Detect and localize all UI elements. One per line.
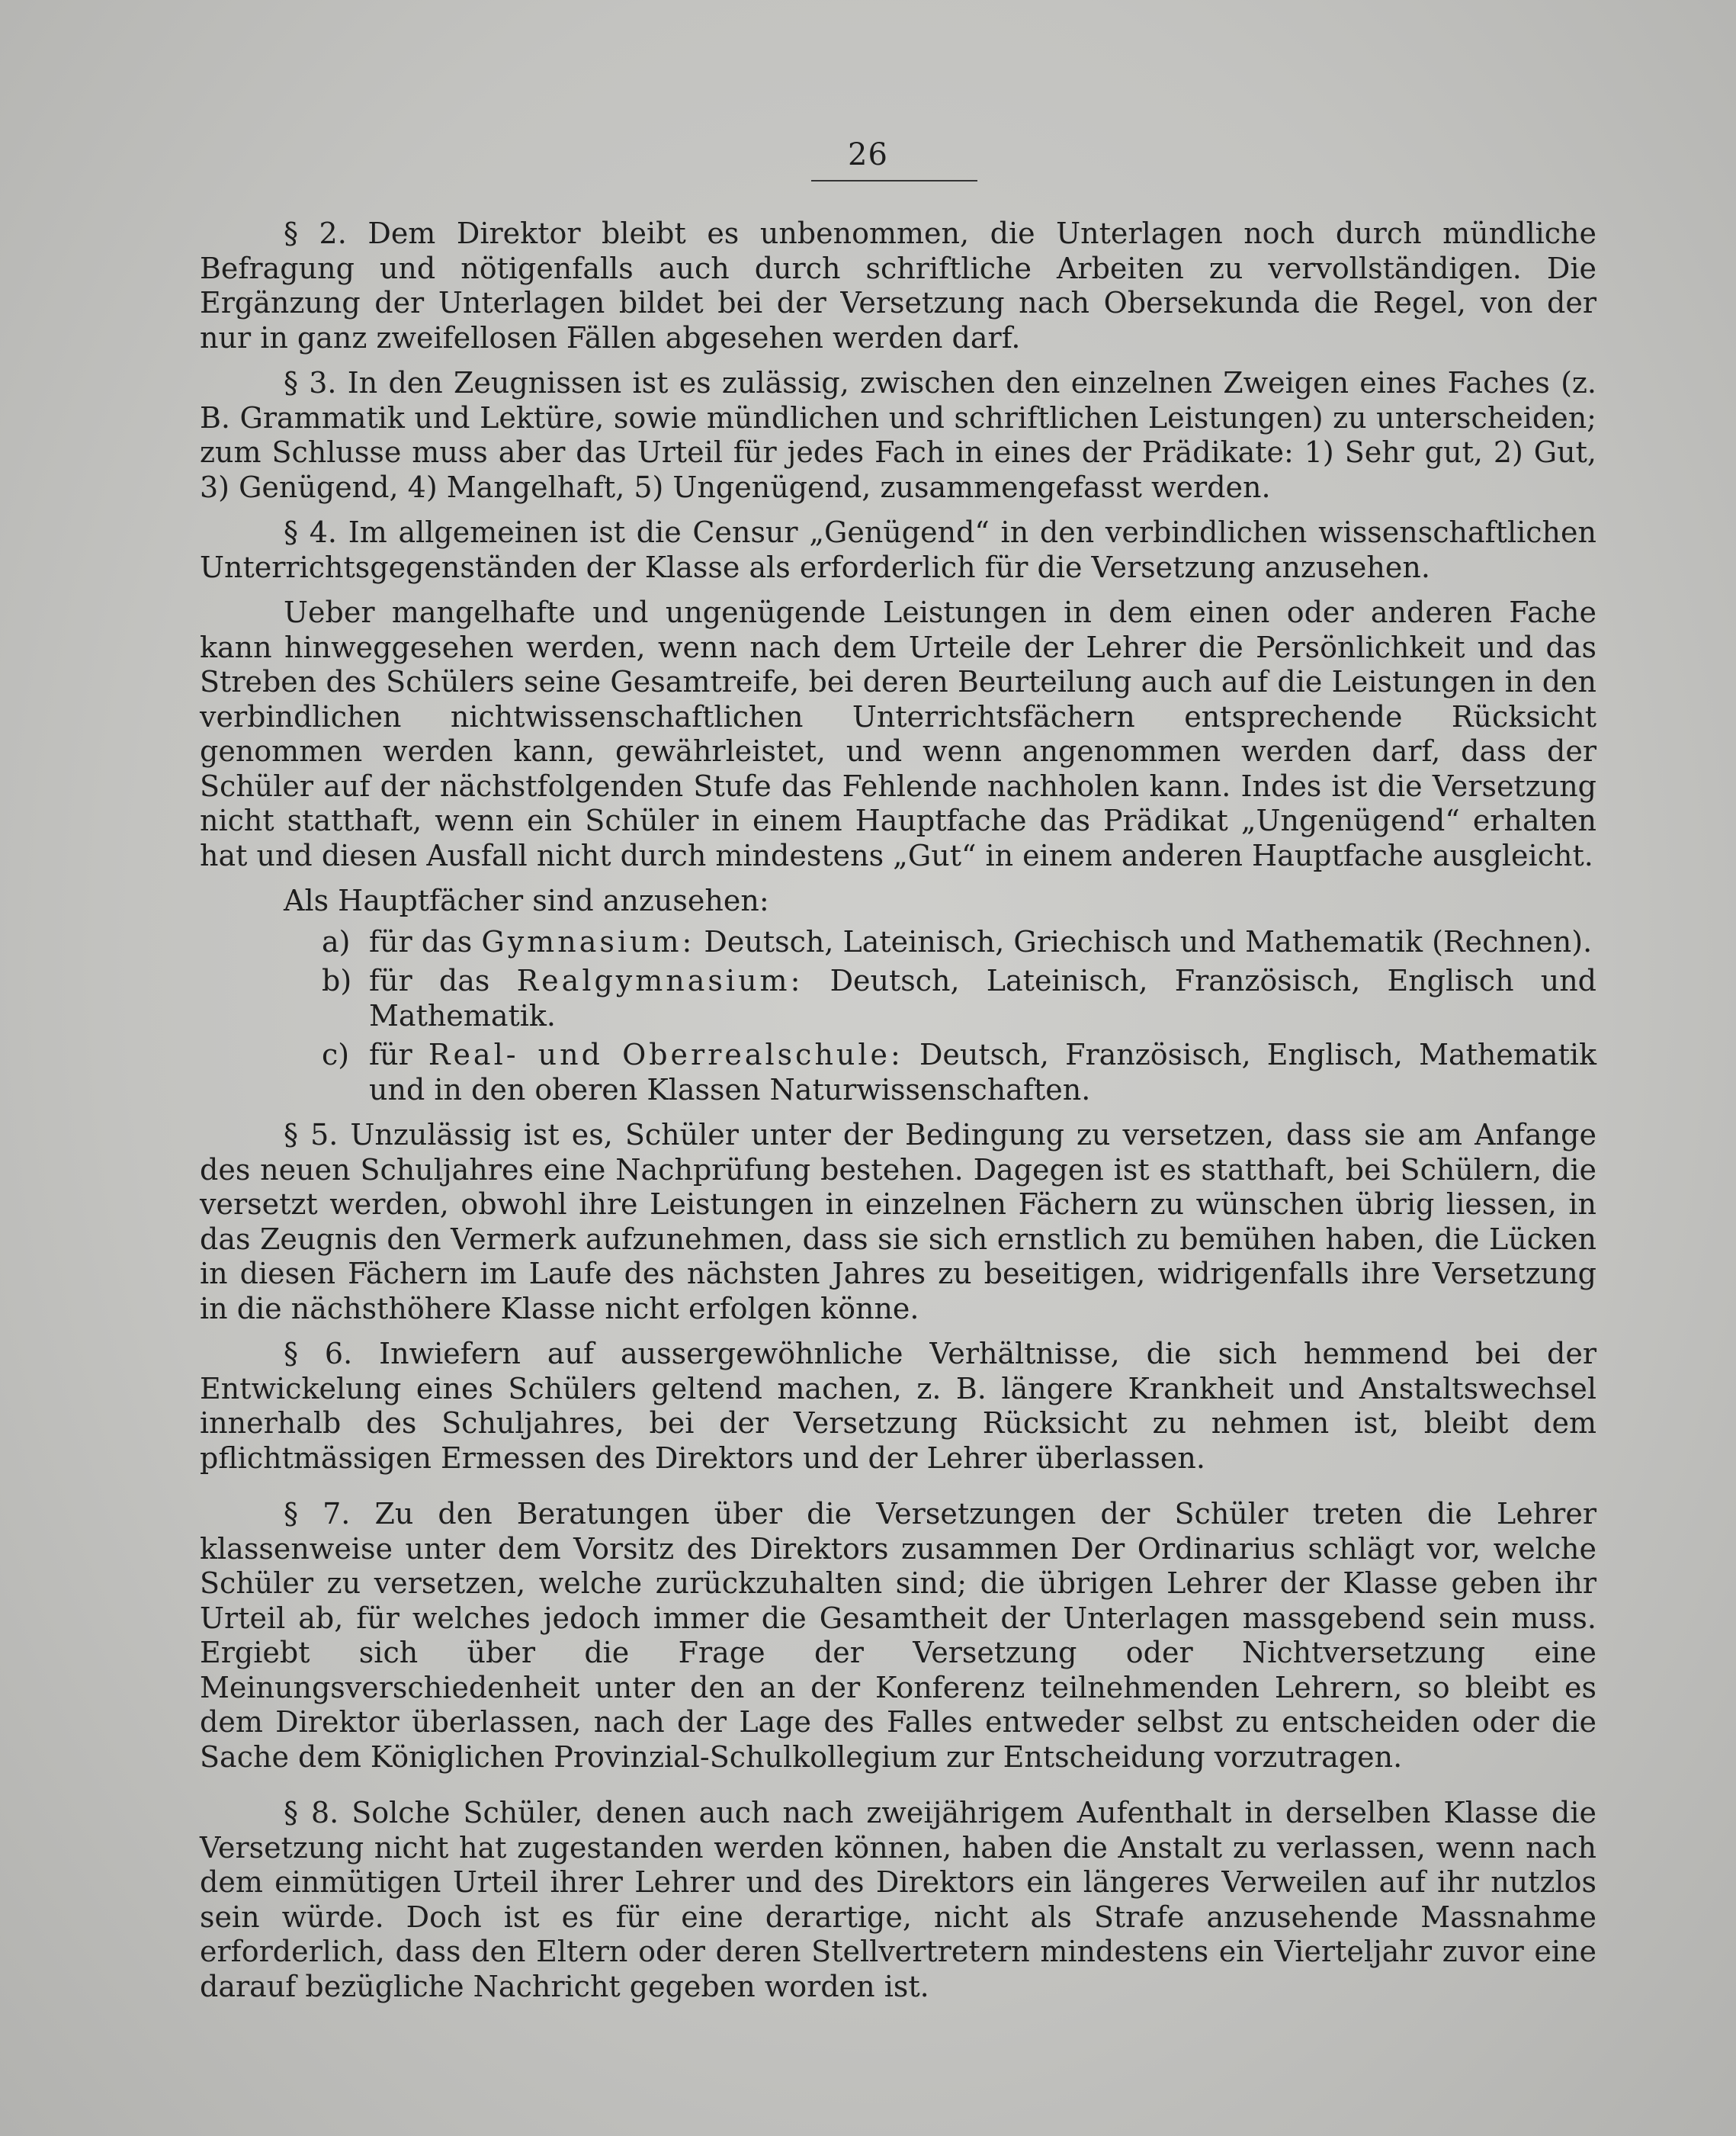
body-text — [200, 217, 1596, 2004]
paragraph-6: § 6. Inwiefern auf aussergewöhnliche Verhältnisse, die sich hemmend bei der Entwickelung eines Schülers geltend machen, z. B. längere Krankheit und Anstaltswechsel innerhalb des Schuljahres, bei der Versetzung Rücksicht zu nehmen ist, bleibt dem pflichtmässigen Ermessen des Direktors und der Lehrer überlassen. — [200, 1337, 1596, 1475]
paragraph-8: § 8. Solche Schüler, denen auch nach zweijährigem Aufenthalt in derselben Klasse die Versetzung nicht hat zugestanden werden können, haben die Anstalt zu verlassen, wenn nach dem einmütigen Urteil ihrer Lehrer und des Direktors ein längeres Verweilen auf ihr nutzlos sein würde. Doch ist es für eine derartige, nicht als Strafe anzusehende Massnahme erforderlich, dass den Eltern oder deren Stellvertretern mindestens ein Vierteljahr zuvor eine darauf bezügliche Nachricht gegeben worden ist. — [200, 1796, 1596, 2003]
page-number: 26 — [848, 137, 888, 172]
header-rule — [811, 180, 977, 181]
hauptfaecher-list — [200, 925, 1596, 1108]
paragraph-2: § 2. Dem Direktor bleibt es unbenommen, die Unterlagen noch durch mündliche Befragung und nötigenfalls auch durch schriftliche Arbeiten zu vervollständigen. Die Ergänzung der Unterlagen bildet bei der Versetzung nach Obersekunda die Regel, von der nur in ganz zweifellosen Fällen abgesehen werden darf. — [200, 217, 1596, 355]
list-item: c) für Real- und Oberrealschule: Deutsch, Französisch, Englisch, Mathematik und in den oberen Klassen Naturwissenschaften. — [322, 1038, 1596, 1107]
paragraph-4: § 4. Im allgemeinen ist die Censur „Genügend“ in den verbindlichen wissenschaftlichen Unterrichtsgegenständen der Klasse als erforderlich für die Versetzung anzusehen. — [200, 516, 1596, 584]
list-item: b) für das Realgymnasium: Deutsch, Lateinisch, Französisch, Englisch und Mathematik. — [322, 964, 1597, 1033]
paragraph-4-hauptfaecher-intro: Als Hauptfächer sind anzusehen: — [284, 884, 769, 917]
paragraph-3: § 3. In den Zeugnissen ist es zulässig, zwischen den einzelnen Zweigen eines Faches (z. B. Grammatik und Lektüre, sowie mündlichen und schriftlichen Leistungen) zu unterscheiden; zum Schlusse muss aber das Urteil für jedes Fach in eines der Prädikate: 1) Sehr gut, 2) Gut, 3) Genügend, 4) Mangelhaft, 5) Ungenügend, zusammengefasst werden. — [200, 366, 1596, 504]
paragraph-4-continued: Ueber mangelhafte und ungenügende Leistungen in dem einen oder anderen Fache kann hinweggesehen werden, wenn nach dem Urteile der Lehrer die Persönlichkeit und das Streben des Schülers seine Gesamtreife, bei deren Beurteilung auch auf die Leistungen in den verbindlichen nichtwissenschaftlichen Unterrichtsfächern entsprechende Rücksicht genommen werden kann, gewährleistet, und wenn angenommen werden darf, dass der Schüler auf der nächstfolgenden Stufe das Fehlende nachholen kann. Indes ist die Versetzung nicht statthaft, wenn ein Schüler in einem Hauptfache das Prädikat „Ungenügend“ erhalten hat und diesen Ausfall nicht durch mindestens „Gut“ in einem anderen Hauptfache ausgleicht. — [200, 596, 1596, 872]
paragraph-5: § 5. Unzulässig ist es, Schüler unter der Bedingung zu versetzen, dass sie am Anfange des neuen Schuljahres eine Nachprüfung bestehen. Dagegen ist es statthaft, bei Schülern, die versetzt werden, obwohl ihre Leistungen in einzelnen Fächern zu wünschen übrig liessen, in das Zeugnis den Vermerk aufzunehmen, dass sie sich ernstlich zu bemühen haben, die Lücken in diesen Fächern im Laufe des nächsten Jahres zu beseitigen, widrigenfalls ihre Versetzung in die nächsthöhere Klasse nicht erfolgen könne. — [200, 1118, 1596, 1325]
paragraph-7: § 7. Zu den Beratungen über die Versetzungen der Schüler treten die Lehrer klassenweise unter dem Vorsitz des Direktors zusammen Der Ordinarius schlägt vor, welche Schüler zu versetzen, welche zurückzuhalten sind; die übrigen Lehrer der Klasse geben ihr Urteil ab, für welches jedoch immer die Gesamtheit der Unterlagen massgebend sein muss. Ergiebt sich über die Frage der Versetzung oder Nichtversetzung eine Meinungsverschiedenheit unter den an der Konferenz teilnehmenden Lehrern, so bleibt es dem Direktor überlassen, nach der Lage des Falles entweder selbst zu entscheiden oder die Sache dem Königlichen Provinzial-Schulkollegium zur Entscheidung vorzutragen. — [200, 1497, 1596, 1774]
list-item: a) für das Gymnasium: Deutsch, Lateinisch, Griechisch und Mathematik (Rechnen). — [322, 924, 1593, 959]
